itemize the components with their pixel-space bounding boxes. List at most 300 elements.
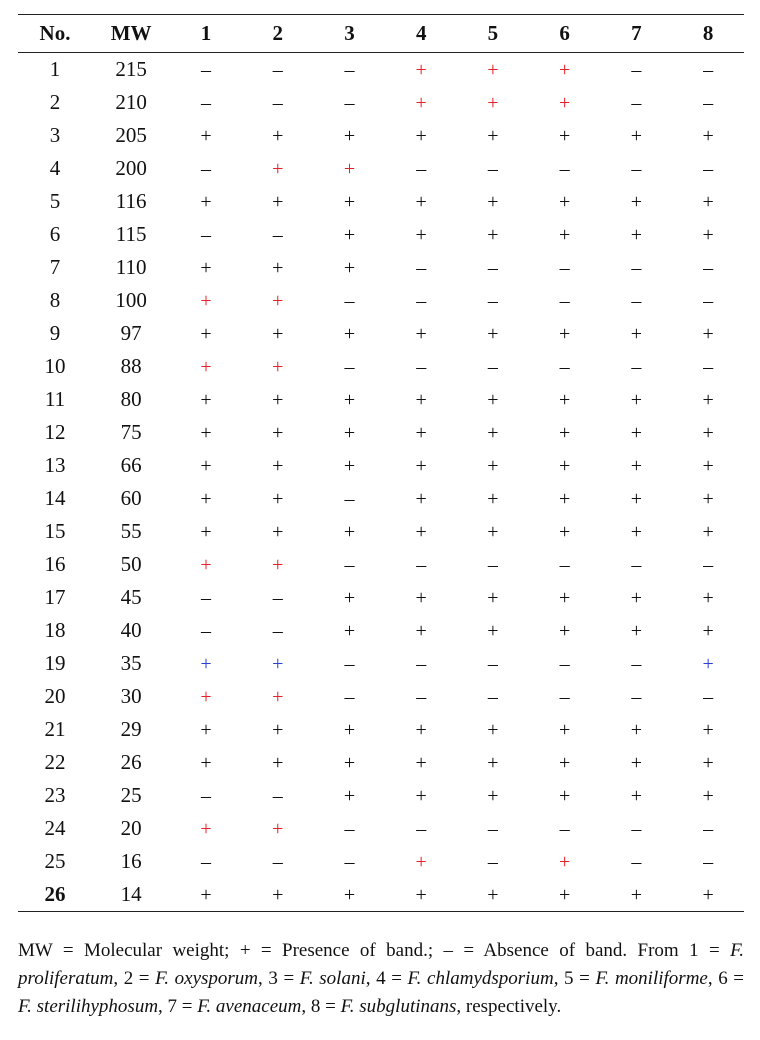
molecular-weight: 205 bbox=[115, 123, 147, 147]
band-absence-cell bbox=[242, 845, 314, 878]
band-present: + bbox=[272, 488, 284, 510]
band-absence-cell bbox=[672, 152, 744, 185]
band-presence-cell bbox=[529, 317, 601, 350]
band-present: + bbox=[343, 884, 356, 906]
band-present: + bbox=[487, 191, 499, 213]
band-presence-cell bbox=[385, 185, 457, 218]
band-presence-cell bbox=[600, 383, 672, 416]
band-presence-cell bbox=[529, 218, 601, 251]
band-presence-cell bbox=[385, 416, 457, 449]
band-present: + bbox=[343, 422, 356, 444]
band-absent: – bbox=[272, 587, 283, 609]
band-presence-cell bbox=[529, 581, 601, 614]
band-present: + bbox=[558, 884, 571, 906]
band-absent: – bbox=[703, 59, 714, 81]
band-absent: – bbox=[487, 257, 498, 279]
band-presence-cell bbox=[600, 614, 672, 647]
row-number: 14 bbox=[44, 486, 66, 510]
molecular-weight: 26 bbox=[120, 750, 142, 774]
band-presence-cell bbox=[170, 482, 242, 515]
band-present: + bbox=[272, 818, 284, 840]
band-presence-cell bbox=[600, 317, 672, 350]
band-present: + bbox=[343, 224, 356, 246]
band-present: + bbox=[558, 59, 571, 81]
band-present: + bbox=[343, 521, 356, 543]
band-present: + bbox=[415, 125, 427, 147]
band-presence-cell bbox=[529, 713, 601, 746]
band-absence-cell bbox=[385, 812, 457, 845]
band-present: + bbox=[487, 752, 499, 774]
band-presence-cell bbox=[457, 218, 529, 251]
band-presence-cell bbox=[170, 350, 242, 383]
band-presence-cell bbox=[529, 614, 601, 647]
band-presence-cell bbox=[314, 746, 386, 779]
band-absent: – bbox=[703, 851, 714, 873]
band-presence-cell bbox=[242, 449, 314, 482]
table-row bbox=[18, 185, 744, 218]
band-absent: – bbox=[416, 554, 427, 576]
band-presence-cell bbox=[672, 482, 744, 515]
band-absence-cell bbox=[314, 86, 386, 119]
band-presence-cell bbox=[242, 416, 314, 449]
table-row bbox=[18, 53, 744, 86]
band-present: + bbox=[200, 884, 212, 906]
band-present: + bbox=[272, 323, 284, 345]
band-absence-cell bbox=[529, 812, 601, 845]
band-absent: – bbox=[487, 686, 498, 708]
band-presence-cell bbox=[529, 416, 601, 449]
molecular-weight: 29 bbox=[120, 717, 142, 741]
band-absence-cell bbox=[672, 548, 744, 581]
table-row bbox=[18, 746, 744, 779]
band-present: + bbox=[702, 587, 714, 609]
band-absence-cell bbox=[672, 812, 744, 845]
band-absence-cell bbox=[385, 152, 457, 185]
band-presence-cell bbox=[170, 449, 242, 482]
band-presence-cell bbox=[457, 482, 529, 515]
band-absence-cell bbox=[457, 350, 529, 383]
band-present: + bbox=[630, 620, 642, 642]
molecular-weight: 200 bbox=[115, 156, 147, 180]
band-absent: – bbox=[631, 686, 642, 708]
band-absence-cell bbox=[600, 548, 672, 581]
band-present: + bbox=[702, 191, 714, 213]
molecular-weight: 97 bbox=[120, 321, 142, 345]
band-absence-cell bbox=[314, 812, 386, 845]
table-footnote bbox=[18, 937, 744, 1021]
species-name: F. solani bbox=[299, 968, 366, 989]
band-presence-cell bbox=[600, 218, 672, 251]
band-presence-cell bbox=[385, 581, 457, 614]
band-present: + bbox=[558, 587, 571, 609]
band-absent: – bbox=[416, 653, 427, 675]
band-present: + bbox=[630, 752, 642, 774]
band-presence-cell bbox=[170, 119, 242, 152]
band-presence-cell bbox=[385, 713, 457, 746]
band-absent: – bbox=[416, 818, 427, 840]
band-presence-cell bbox=[600, 185, 672, 218]
column-header: 5 bbox=[487, 21, 499, 45]
band-presence-cell bbox=[600, 746, 672, 779]
band-presence-cell bbox=[170, 878, 242, 911]
band-present: + bbox=[630, 224, 642, 246]
band-present: + bbox=[630, 521, 642, 543]
column-header: 6 bbox=[559, 21, 570, 45]
row-number: 18 bbox=[44, 618, 66, 642]
band-present: + bbox=[415, 59, 427, 81]
band-absence-cell bbox=[529, 284, 601, 317]
band-present: + bbox=[630, 785, 642, 807]
column-header: 1 bbox=[200, 21, 212, 45]
band-presence-cell bbox=[170, 317, 242, 350]
band-absent: – bbox=[487, 818, 498, 840]
band-presence-cell bbox=[314, 878, 386, 911]
band-presence-cell bbox=[314, 515, 386, 548]
band-present: + bbox=[487, 719, 499, 741]
band-present: + bbox=[200, 521, 212, 543]
band-absent: – bbox=[344, 686, 355, 708]
band-presence-cell bbox=[457, 317, 529, 350]
band-absence-cell bbox=[600, 680, 672, 713]
band-absent: – bbox=[631, 356, 642, 378]
band-present: + bbox=[702, 323, 714, 345]
band-absent: – bbox=[416, 686, 427, 708]
band-presence-cell bbox=[385, 119, 457, 152]
band-presence-cell bbox=[529, 878, 601, 911]
band-absent: – bbox=[416, 257, 427, 279]
band-absence-cell bbox=[170, 845, 242, 878]
band-absence-cell bbox=[672, 284, 744, 317]
molecular-weight: 14 bbox=[120, 882, 142, 906]
band-present: + bbox=[272, 257, 284, 279]
band-absent: – bbox=[201, 785, 212, 807]
band-presence-cell bbox=[600, 779, 672, 812]
band-absent: – bbox=[344, 851, 355, 873]
band-present: + bbox=[272, 158, 284, 180]
band-presence-cell bbox=[242, 152, 314, 185]
band-presence-cell bbox=[529, 845, 601, 878]
band-presence-cell bbox=[170, 812, 242, 845]
band-present: + bbox=[343, 125, 356, 147]
band-absent: – bbox=[559, 158, 570, 180]
table-body bbox=[18, 53, 744, 911]
band-present: + bbox=[272, 455, 284, 477]
band-present: + bbox=[200, 257, 212, 279]
table-bottom-rule bbox=[18, 911, 744, 912]
band-absence-cell bbox=[457, 548, 529, 581]
footnote-text: , 7 = bbox=[158, 996, 198, 1017]
band-presence-cell bbox=[457, 53, 529, 86]
band-presence-cell bbox=[385, 878, 457, 911]
table-row bbox=[18, 86, 744, 119]
band-absence-cell bbox=[672, 680, 744, 713]
band-absent: – bbox=[487, 356, 498, 378]
band-presence-cell bbox=[170, 515, 242, 548]
band-present: + bbox=[200, 719, 212, 741]
band-presence-cell bbox=[457, 779, 529, 812]
band-present: + bbox=[200, 653, 212, 675]
table-row bbox=[18, 614, 744, 647]
band-absence-cell bbox=[170, 86, 242, 119]
band-presence-cell bbox=[314, 383, 386, 416]
species-name: F. subglutinans bbox=[340, 996, 457, 1017]
band-present: + bbox=[487, 422, 499, 444]
band-presence-cell bbox=[170, 251, 242, 284]
band-absence-cell bbox=[600, 350, 672, 383]
band-presence-cell bbox=[672, 779, 744, 812]
band-absence-cell bbox=[672, 53, 744, 86]
band-absence-cell bbox=[170, 614, 242, 647]
band-present: + bbox=[200, 818, 212, 840]
band-present: + bbox=[415, 191, 427, 213]
species-name: F. oxysporum bbox=[155, 968, 259, 989]
band-absent: – bbox=[631, 92, 642, 114]
band-present: + bbox=[272, 653, 284, 675]
table-row bbox=[18, 416, 744, 449]
molecular-weight: 80 bbox=[120, 387, 142, 411]
band-absent: – bbox=[416, 356, 427, 378]
band-presence-cell bbox=[529, 185, 601, 218]
band-present: + bbox=[415, 587, 427, 609]
species-name: F. sterilihyphosum bbox=[18, 996, 159, 1017]
molecular-weight: 75 bbox=[120, 420, 142, 444]
band-presence-cell bbox=[672, 449, 744, 482]
band-absence-cell bbox=[600, 812, 672, 845]
band-present: + bbox=[487, 488, 499, 510]
table-row bbox=[18, 779, 744, 812]
row-number: 20 bbox=[44, 684, 66, 708]
band-present: + bbox=[702, 224, 714, 246]
band-presence-cell bbox=[242, 119, 314, 152]
band-absence-cell bbox=[457, 647, 529, 680]
band-presence-cell bbox=[529, 119, 601, 152]
band-presence-cell bbox=[242, 515, 314, 548]
band-absent: – bbox=[703, 257, 714, 279]
band-presence-cell bbox=[385, 515, 457, 548]
band-absence-cell bbox=[385, 548, 457, 581]
band-present: + bbox=[272, 422, 284, 444]
band-presence-cell bbox=[170, 746, 242, 779]
band-presence-cell bbox=[672, 713, 744, 746]
band-presence-cell bbox=[385, 746, 457, 779]
band-present: + bbox=[558, 323, 571, 345]
band-absent: – bbox=[703, 290, 714, 312]
species-name: F. chlamydsporium bbox=[407, 968, 554, 989]
band-presence-cell bbox=[314, 185, 386, 218]
band-absent: – bbox=[344, 290, 355, 312]
band-presence-cell bbox=[672, 647, 744, 680]
table-header-row bbox=[18, 15, 744, 52]
footnote-text: , 2 = bbox=[113, 968, 156, 989]
molecular-weight: 45 bbox=[120, 585, 142, 609]
band-present: + bbox=[487, 125, 499, 147]
table-row bbox=[18, 878, 744, 911]
band-presence-cell bbox=[170, 185, 242, 218]
molecular-weight: 20 bbox=[120, 816, 142, 840]
band-present: + bbox=[415, 92, 427, 114]
molecular-weight: 60 bbox=[120, 486, 142, 510]
band-present: + bbox=[558, 785, 571, 807]
band-absent: – bbox=[416, 158, 427, 180]
band-presence-cell bbox=[314, 251, 386, 284]
band-absence-cell bbox=[600, 86, 672, 119]
row-number: 7 bbox=[49, 255, 61, 279]
band-present: + bbox=[415, 785, 427, 807]
molecular-weight: 116 bbox=[115, 189, 147, 213]
band-presence-cell bbox=[314, 779, 386, 812]
protein-band-table-body bbox=[18, 53, 744, 911]
band-presence-cell bbox=[314, 218, 386, 251]
band-presence-cell bbox=[242, 251, 314, 284]
band-present: + bbox=[558, 455, 571, 477]
band-present: + bbox=[415, 620, 427, 642]
band-present: + bbox=[200, 323, 212, 345]
table-row bbox=[18, 548, 744, 581]
band-present: + bbox=[200, 455, 212, 477]
band-present: + bbox=[343, 620, 356, 642]
row-number: 22 bbox=[44, 750, 66, 774]
band-absence-cell bbox=[385, 680, 457, 713]
table-row bbox=[18, 317, 744, 350]
band-absence-cell bbox=[457, 251, 529, 284]
table-row bbox=[18, 119, 744, 152]
band-presence-cell bbox=[242, 878, 314, 911]
molecular-weight: 100 bbox=[115, 288, 147, 312]
molecular-weight: 35 bbox=[120, 651, 142, 675]
band-absence-cell bbox=[457, 284, 529, 317]
band-presence-cell bbox=[457, 185, 529, 218]
band-presence-cell bbox=[385, 317, 457, 350]
band-absence-cell bbox=[672, 350, 744, 383]
band-presence-cell bbox=[529, 53, 601, 86]
band-present: + bbox=[702, 389, 714, 411]
row-number: 3 bbox=[49, 123, 61, 147]
molecular-weight: 110 bbox=[115, 255, 147, 279]
band-presence-cell bbox=[672, 515, 744, 548]
band-absence-cell bbox=[242, 614, 314, 647]
band-presence-cell bbox=[672, 581, 744, 614]
band-absence-cell bbox=[170, 152, 242, 185]
band-presence-cell bbox=[242, 317, 314, 350]
band-absent: – bbox=[272, 92, 283, 114]
band-absence-cell bbox=[385, 284, 457, 317]
band-absence-cell bbox=[242, 218, 314, 251]
band-presence-cell bbox=[457, 746, 529, 779]
band-presence-cell bbox=[385, 614, 457, 647]
band-presence-cell bbox=[242, 812, 314, 845]
band-presence-cell bbox=[170, 713, 242, 746]
band-absent: – bbox=[487, 290, 498, 312]
band-present: + bbox=[272, 290, 284, 312]
row-number: 8 bbox=[49, 288, 61, 312]
band-presence-cell bbox=[529, 746, 601, 779]
column-header: 3 bbox=[344, 21, 355, 45]
band-presence-cell bbox=[457, 86, 529, 119]
band-absent: – bbox=[344, 59, 355, 81]
band-presence-cell bbox=[242, 647, 314, 680]
species-name: F. proliferatum bbox=[18, 940, 744, 989]
band-present: + bbox=[343, 389, 356, 411]
band-present: + bbox=[702, 521, 714, 543]
band-presence-cell bbox=[170, 284, 242, 317]
band-present: + bbox=[415, 851, 427, 873]
band-presence-cell bbox=[672, 746, 744, 779]
row-number: 16 bbox=[44, 552, 66, 576]
band-presence-cell bbox=[170, 680, 242, 713]
band-absent: – bbox=[272, 620, 283, 642]
band-presence-cell bbox=[672, 317, 744, 350]
band-absence-cell bbox=[529, 251, 601, 284]
molecular-weight: 215 bbox=[115, 57, 147, 81]
band-absent: – bbox=[201, 851, 212, 873]
band-present: + bbox=[272, 521, 284, 543]
band-absence-cell bbox=[170, 581, 242, 614]
band-present: + bbox=[558, 92, 571, 114]
column-header: MW bbox=[110, 21, 152, 45]
band-absent: – bbox=[559, 356, 570, 378]
band-present: + bbox=[702, 125, 714, 147]
band-present: + bbox=[487, 92, 499, 114]
band-absent: – bbox=[559, 818, 570, 840]
band-absent: – bbox=[631, 653, 642, 675]
band-present: + bbox=[343, 587, 356, 609]
band-present: + bbox=[200, 356, 212, 378]
table-row bbox=[18, 251, 744, 284]
band-presence-cell bbox=[600, 878, 672, 911]
band-present: + bbox=[200, 752, 212, 774]
row-number: 9 bbox=[49, 321, 61, 345]
band-present: + bbox=[630, 125, 642, 147]
column-header: 2 bbox=[272, 21, 283, 45]
band-present: + bbox=[272, 356, 284, 378]
band-absence-cell bbox=[529, 548, 601, 581]
band-presence-cell bbox=[600, 416, 672, 449]
row-number: 6 bbox=[49, 222, 61, 246]
band-absence-cell bbox=[314, 680, 386, 713]
band-absent: – bbox=[272, 59, 283, 81]
band-present: + bbox=[702, 488, 714, 510]
row-number: 1 bbox=[49, 57, 61, 81]
band-present: + bbox=[200, 389, 212, 411]
band-absence-cell bbox=[314, 482, 386, 515]
table-row bbox=[18, 713, 744, 746]
band-present: + bbox=[558, 851, 571, 873]
band-absence-cell bbox=[600, 284, 672, 317]
row-number: 2 bbox=[49, 90, 61, 114]
band-absent: – bbox=[703, 686, 714, 708]
band-absence-cell bbox=[385, 350, 457, 383]
band-presence-cell bbox=[672, 218, 744, 251]
band-present: + bbox=[702, 620, 714, 642]
band-absent: – bbox=[703, 356, 714, 378]
table-row bbox=[18, 581, 744, 614]
band-presence-cell bbox=[385, 845, 457, 878]
band-present: + bbox=[415, 884, 427, 906]
band-absent: – bbox=[631, 257, 642, 279]
band-absent: – bbox=[272, 851, 283, 873]
band-present: + bbox=[200, 290, 212, 312]
band-presence-cell bbox=[170, 383, 242, 416]
band-presence-cell bbox=[672, 185, 744, 218]
row-number: 5 bbox=[49, 189, 61, 213]
band-present: + bbox=[415, 323, 427, 345]
band-present: + bbox=[415, 752, 427, 774]
row-number: 10 bbox=[44, 354, 66, 378]
band-present: + bbox=[415, 389, 427, 411]
band-presence-cell bbox=[672, 878, 744, 911]
footnote-text: , respectively. bbox=[456, 996, 562, 1017]
band-presence-cell bbox=[529, 86, 601, 119]
